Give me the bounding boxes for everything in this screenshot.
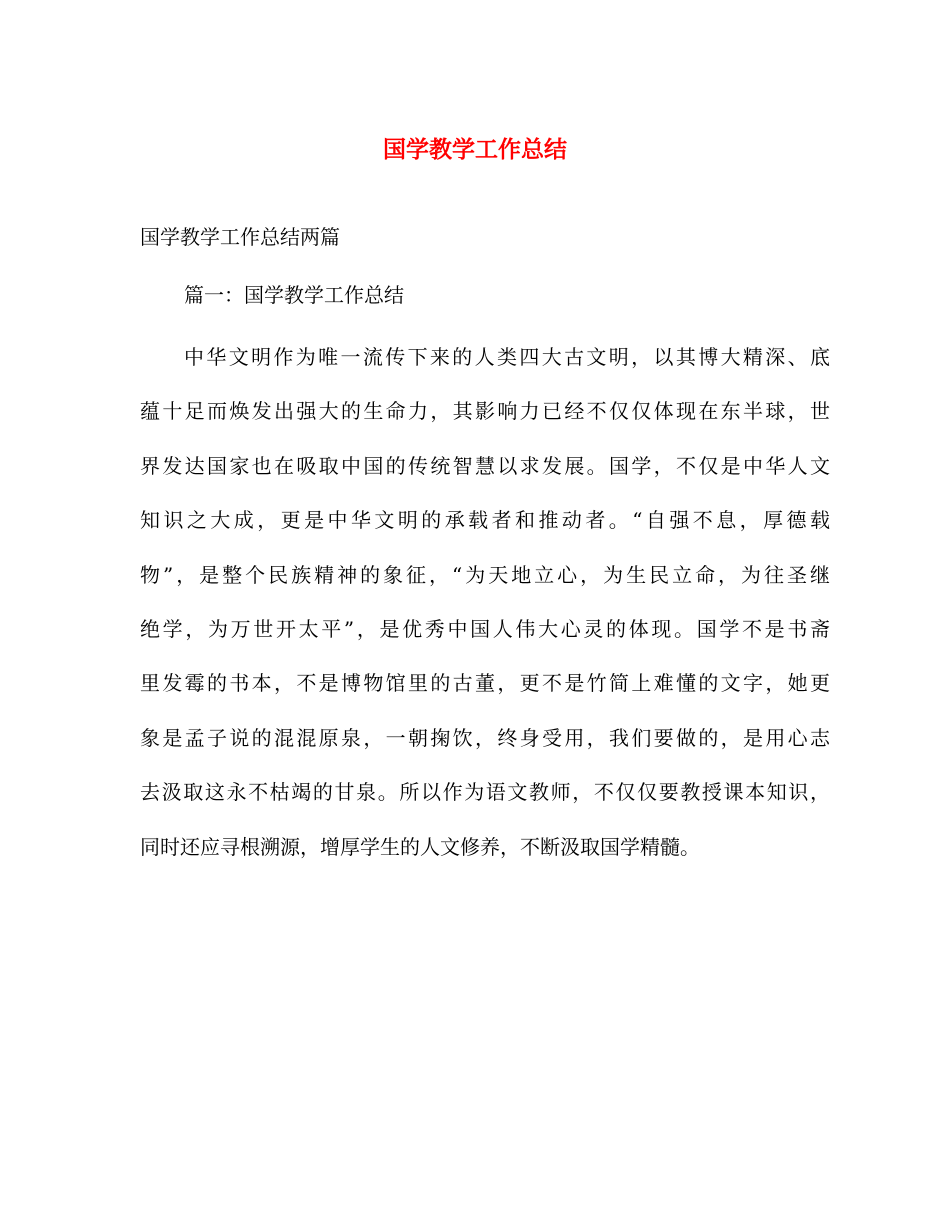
paragraph-line: 同时还应寻根溯源，增厚学生的人文修养，不断汲取国学精髓。 xyxy=(140,834,700,859)
document-subtitle: 国学教学工作总结两篇 xyxy=(140,225,340,249)
paragraph-line: 绝学，为万世开太平”，是优秀中国人伟大心灵的体现。国学不是书斋 xyxy=(140,616,830,641)
paragraph-line: 象是孟子说的混混原泉，一朝掬饮，终身受用，我们要做的，是用心志 xyxy=(140,725,830,750)
body-paragraph xyxy=(140,341,830,885)
paragraph-line: 中华文明作为唯一流传下来的人类四大古文明，以其博大精深、底 xyxy=(184,345,830,369)
section-heading: 篇一：国学教学工作总结 xyxy=(184,283,404,307)
paragraph-line: 物”，是整个民族精神的象征，“为天地立心，为生民立命，为往圣继 xyxy=(140,562,830,587)
paragraph-line: 蕴十足而焕发出强大的生命力，其影响力已经不仅仅体现在东半球，世 xyxy=(140,399,830,424)
paragraph-line: 界发达国家也在吸取中国的传统智慧以求发展。国学，不仅是中华人文 xyxy=(140,453,830,478)
document-title: 国学教学工作总结 xyxy=(383,136,567,163)
paragraph-line: 知识之大成，更是中华文明的承载者和推动者。“自强不息，厚德载 xyxy=(140,508,830,533)
paragraph-line: 去汲取这永不枯竭的甘泉。所以作为语文教师，不仅仅要教授课本知识， xyxy=(140,780,830,805)
paragraph-line: 里发霉的书本，不是博物馆里的古董，更不是竹简上难懂的文字，她更 xyxy=(140,671,830,696)
